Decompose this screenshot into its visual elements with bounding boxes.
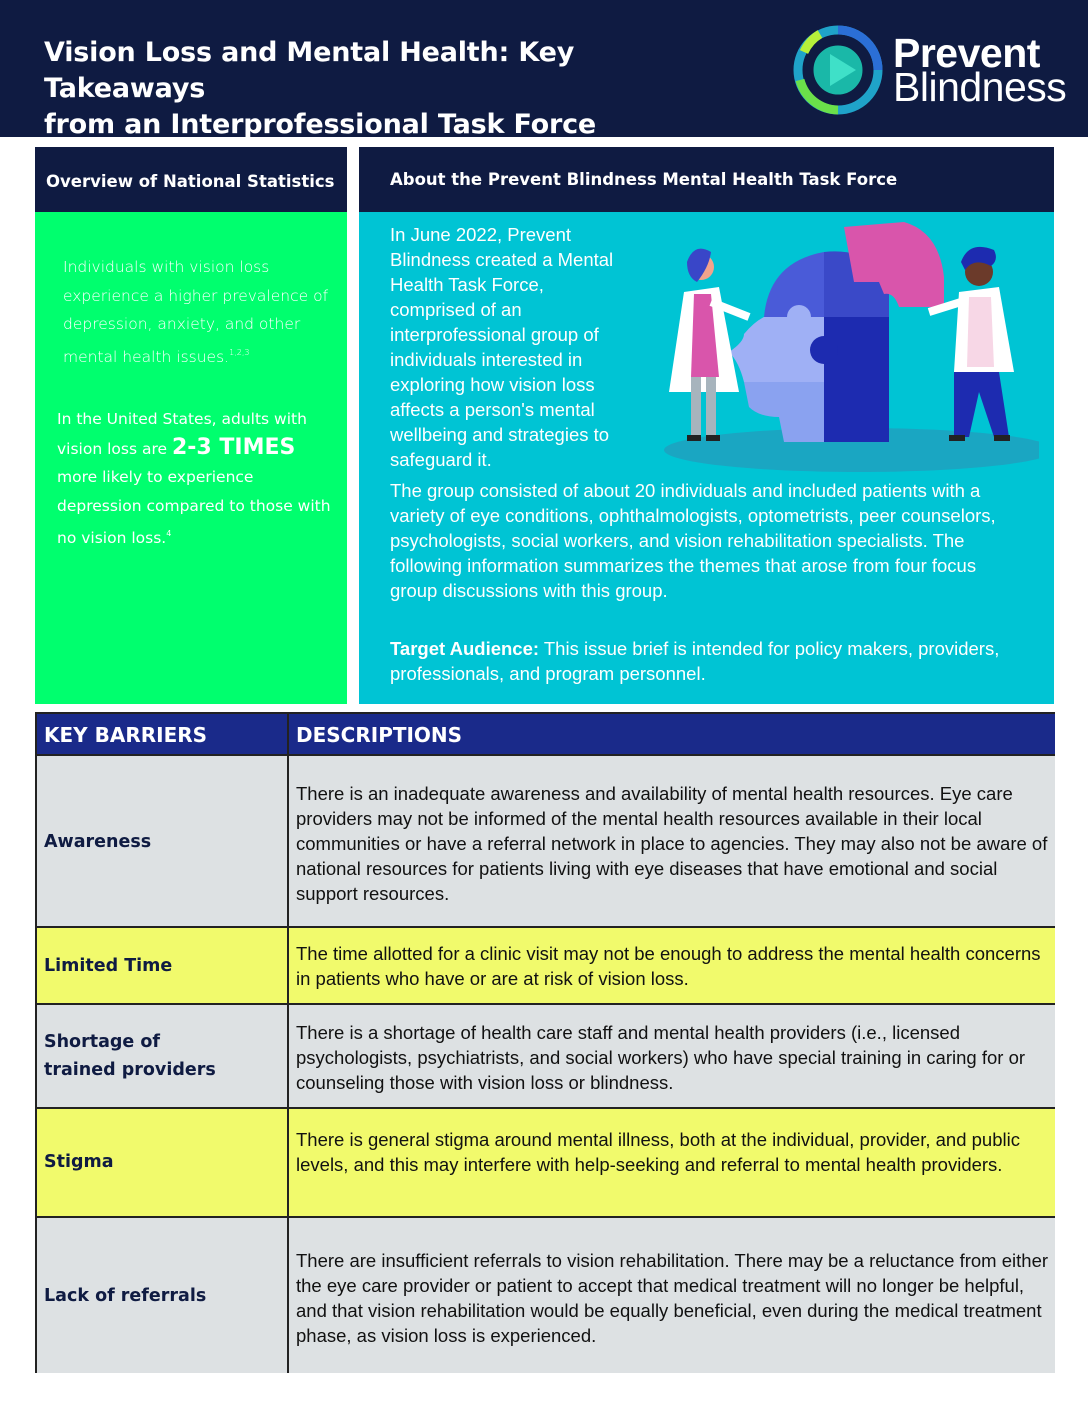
barrier-cell	[37, 1109, 289, 1216]
description-cell: The time allotted for a clinic visit may not be enough to address the mental health concerns in patients who have or are at risk of vision loss.	[296, 943, 1041, 989]
about-heading: About the Prevent Blindness Mental Health Task Force	[390, 170, 898, 189]
about-panel	[359, 212, 1054, 704]
logo-text-prevent: Prevent	[893, 30, 1040, 76]
table-header-barriers	[37, 714, 289, 754]
barrier-cell	[37, 756, 289, 926]
barrier-label: Limited Time	[44, 956, 173, 976]
table-row	[37, 926, 1055, 1003]
stat-depression-refs: 4	[166, 529, 172, 538]
stat-depression	[57, 405, 337, 553]
stats-heading: Overview of National Statistics	[46, 172, 335, 191]
col1-header-text: KEY BARRIERS	[44, 723, 208, 747]
table-row	[37, 754, 1055, 926]
barrier-label: Shortage of trained providers	[44, 1032, 216, 1080]
prevent-blindness-logo	[790, 22, 1067, 118]
page-title	[44, 35, 744, 143]
logo-text-blindness: Blindness	[893, 64, 1067, 110]
table-row	[37, 1003, 1055, 1107]
about-paragraph-2: The group consisted of about 20 individuals and included patients with a variety of eye conditions, ophthalmologists, optometrists, peer counselors, psychologists, social workers, and vision rehabilitation specialists. The following information summarizes the themes that arose from four focus group discussions with this group.	[390, 480, 996, 601]
about-heading-bar	[359, 147, 1054, 212]
barriers-table	[35, 712, 1055, 1373]
barrier-label: Awareness	[44, 832, 152, 852]
table-row	[37, 1216, 1055, 1373]
prevent-blindness-eye-logo-icon	[790, 22, 886, 118]
description-cell: There is a shortage of health care staff and mental health providers (i.e., licensed psychologists, psychiatrists, and social workers) who have special training in caring for or counseling those with vision loss or blindness.	[296, 1022, 1026, 1093]
stat-prevalence-text: Individuals with vision loss experience a higher prevalence of depression, anxiety, and other mental health issues.	[63, 258, 329, 366]
description-cell: There are insufficient referrals to vision rehabilitation. There may be a reluctance from either the eye care provider or patient to accept that medical treatment will no longer be helpful, and that vision rehabilitation would be equally beneficial, even during the medical treatment phase, as vision loss is experienced.	[296, 1250, 1049, 1346]
stat-depression-pre: In the United States, adults with vision loss are	[57, 410, 307, 458]
stats-panel	[35, 212, 347, 704]
two-people-assembling-head-puzzle-illustration	[649, 222, 1039, 477]
description-cell: There is general stigma around mental illness, both at the individual, provider, and public levels, and this may interfere with help-seeking and referral to mental health providers.	[296, 1129, 1020, 1175]
title-line-2: from an Interprofessional Task Force	[44, 109, 596, 140]
col2-header-text: DESCRIPTIONS	[296, 723, 463, 747]
stat-depression-highlight: 2-3 TIMES	[171, 434, 296, 460]
title-line-1: Vision Loss and Mental Health: Key Takeaways	[44, 37, 575, 104]
stat-depression-post: more likely to experience depression compared to those with no vision loss.	[57, 468, 331, 547]
description-cell: There is an inadequate awareness and availability of mental health resources. Eye care providers may not be informed of the mental health resources available in their local communities or have a referral network in place to agencies. They may also not be aware of national resources for patients living with eye diseases that have emotional and social support resources.	[296, 783, 1048, 904]
barrier-cell	[37, 1005, 289, 1107]
table-row	[37, 1107, 1055, 1216]
barrier-label: Stigma	[44, 1152, 114, 1172]
target-audience	[390, 636, 1030, 686]
about-intro: In June 2022, Prevent Blindness created a Mental Health Task Force, comprised of an interprofessional group of individuals interested in exploring how vision loss affects a person's mental wellbeing and strategies to safeguard it.	[390, 224, 614, 470]
barrier-label: Lack of referrals	[44, 1286, 207, 1306]
stats-heading-bar	[35, 147, 347, 212]
stat-prevalence	[63, 253, 338, 371]
target-audience-label: Target Audience:	[390, 638, 540, 659]
barrier-cell	[37, 1218, 289, 1373]
stat-prevalence-refs: 1,2,3	[229, 347, 250, 357]
page-header	[0, 0, 1088, 140]
barrier-cell	[37, 928, 289, 1003]
table-header-descriptions	[289, 714, 1055, 754]
target-audience-text: This issue brief is intended for policy makers, providers, professionals, and program personnel.	[390, 638, 1000, 684]
